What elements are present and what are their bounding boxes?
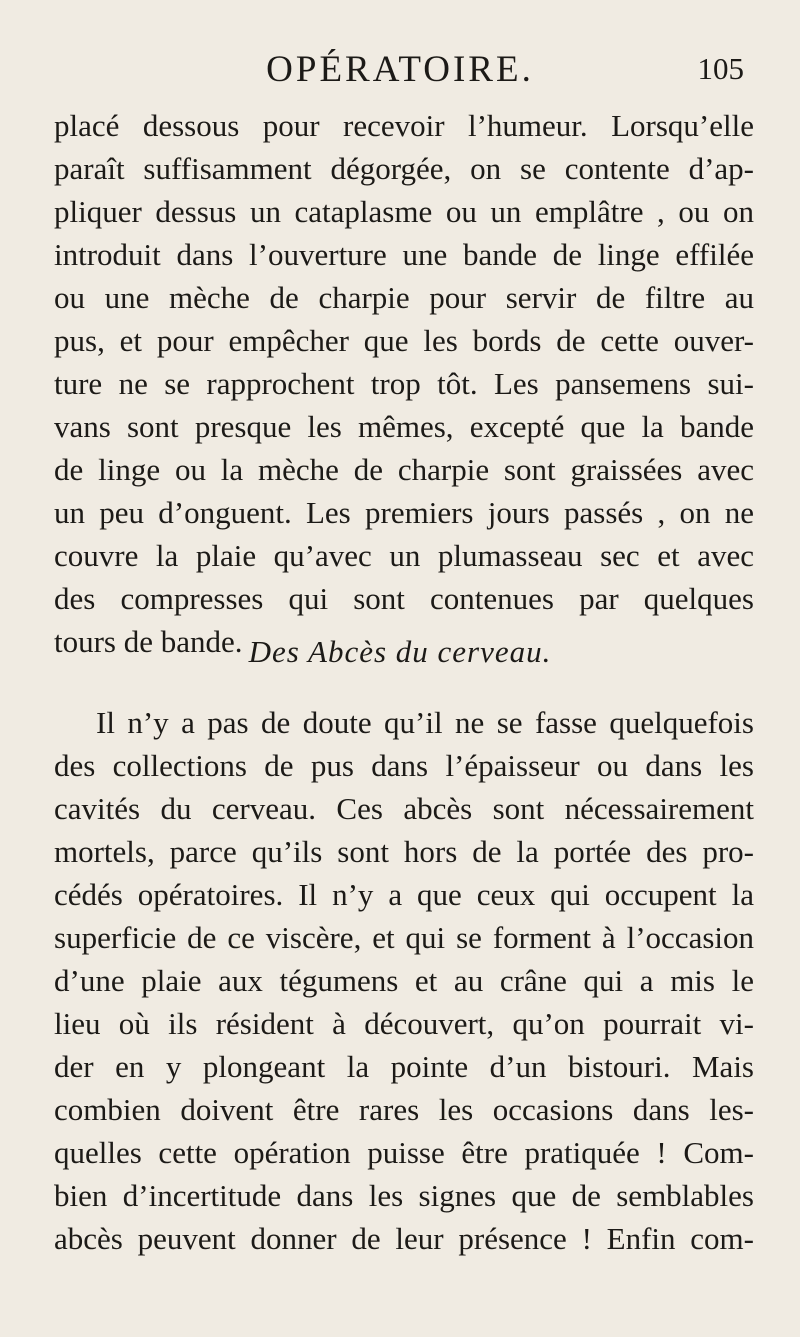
text-line: lieu où ils résident à découvert, qu’on pourrait vi- (54, 1006, 754, 1041)
text-line: mortels, parce qu’ils sont hors de la portée des pro- (54, 834, 754, 869)
text-line: paraît suffisamment dégorgée, on se contente d’ap- (54, 151, 754, 186)
text-line: Il n’y a pas de doute qu’il ne se fasse quelquefois (96, 705, 754, 740)
text-line: der en y plongeant la pointe d’un bistouri. Mais (54, 1049, 754, 1084)
text-line: d’une plaie aux tégumens et au crâne qui a mis le (54, 963, 754, 998)
text-line: combien doivent être rares les occasions dans les- (54, 1092, 754, 1127)
text-line: superficie de ce viscère, et qui se forment à l’occasion (54, 920, 754, 955)
running-title: OPÉRATOIRE. (266, 49, 534, 90)
page-number: 105 (697, 51, 744, 86)
text-line: de linge ou la mèche de charpie sont graissées avec (54, 452, 754, 487)
text-line: tours de bande. (54, 624, 243, 659)
text-line: quelles cette opération puisse être pratiquée ! Com- (54, 1135, 754, 1170)
text-line: pliquer dessus un cataplasme ou un emplâtre , ou on (54, 194, 754, 229)
text-line: introduit dans l’ouverture une bande de linge effilée (54, 237, 754, 272)
text-line: cavités du cerveau. Ces abcès sont nécessairement (54, 791, 754, 826)
text-line: pus, et pour empêcher que les bords de cette ouver- (54, 323, 754, 358)
text-line: ture ne se rapprochent trop tôt. Les pansemens sui- (54, 366, 754, 401)
text-line: un peu d’onguent. Les premiers jours passés , on ne (54, 495, 754, 530)
section-heading: Des Abcès du cerveau. (248, 634, 552, 669)
text-line: bien d’incertitude dans les signes que de semblables (54, 1178, 754, 1213)
text-line: vans sont presque les mêmes, excepté que la bande (54, 409, 754, 444)
text-line: abcès peuvent donner de leur présence ! Enfin com- (54, 1221, 754, 1256)
text-line: placé dessous pour recevoir l’humeur. Lorsqu’elle (54, 108, 754, 143)
text-line: des compresses qui sont contenues par quelques (54, 581, 754, 616)
text-line: cédés opératoires. Il n’y a que ceux qui occupent la (54, 877, 754, 912)
text-line: ou une mèche de charpie pour servir de filtre au (54, 280, 754, 315)
text-line: des collections de pus dans l’épaisseur ou dans les (54, 748, 754, 783)
text-line: couvre la plaie qu’avec un plumasseau sec et avec (54, 538, 754, 573)
